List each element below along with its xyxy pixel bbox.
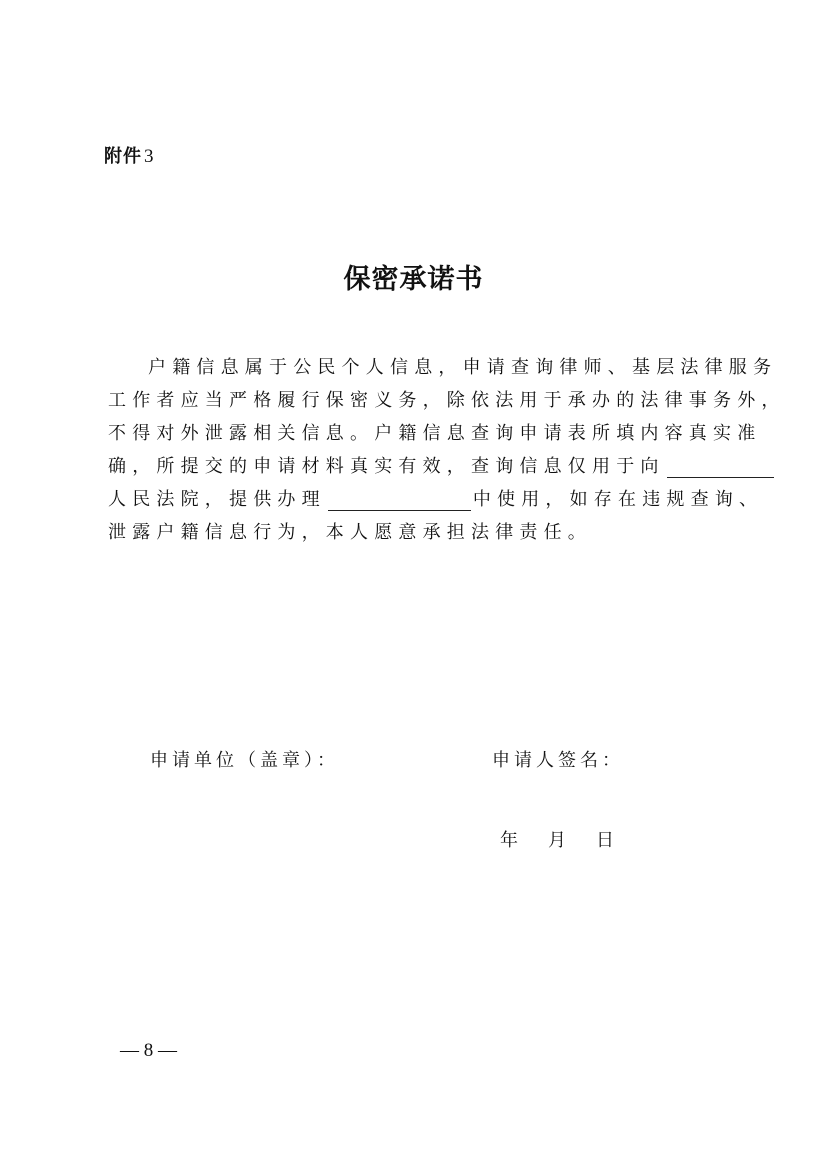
court-name-blank[interactable] (667, 455, 774, 478)
matter-name-blank[interactable] (328, 488, 471, 511)
date-day-label: 日 (596, 830, 614, 851)
page-number: — 8 — (120, 1040, 177, 1061)
attachment-label-text: 附件 (104, 146, 142, 167)
body-line-6: 泄露户籍信息行为，本人愿意承担法律责任。 (108, 522, 592, 543)
applicant-unit-seal-label: 申请单位（盖章）： (150, 750, 339, 771)
date-month-label: 月 (548, 830, 566, 851)
body-line-3: 不得对外泄露相关信息。户籍信息查询申请表所填内容真实准 (108, 423, 762, 444)
attachment-number: 3 (144, 146, 154, 167)
body-line-4: 确，所提交的申请材料真实有效，查询信息仅用于向 (108, 450, 724, 483)
body-line-2: 工作者应当严格履行保密义务，除依法用于承办的法律事务外， (108, 390, 786, 411)
applicant-signature-label: 申请人签名： (492, 750, 624, 771)
body-line-5: 人民法院，提供办理 中使用，如存在违规查询、 (108, 489, 764, 510)
date-year-label: 年 (500, 830, 518, 851)
attachment-label (104, 145, 154, 169)
document-title: 保密承诺书 (343, 264, 484, 295)
commitment-body (108, 351, 786, 549)
body-line-1: 户籍信息属于公民个人信息，申请查询律师、基层法律服务 (148, 357, 778, 378)
date-line (500, 829, 614, 853)
